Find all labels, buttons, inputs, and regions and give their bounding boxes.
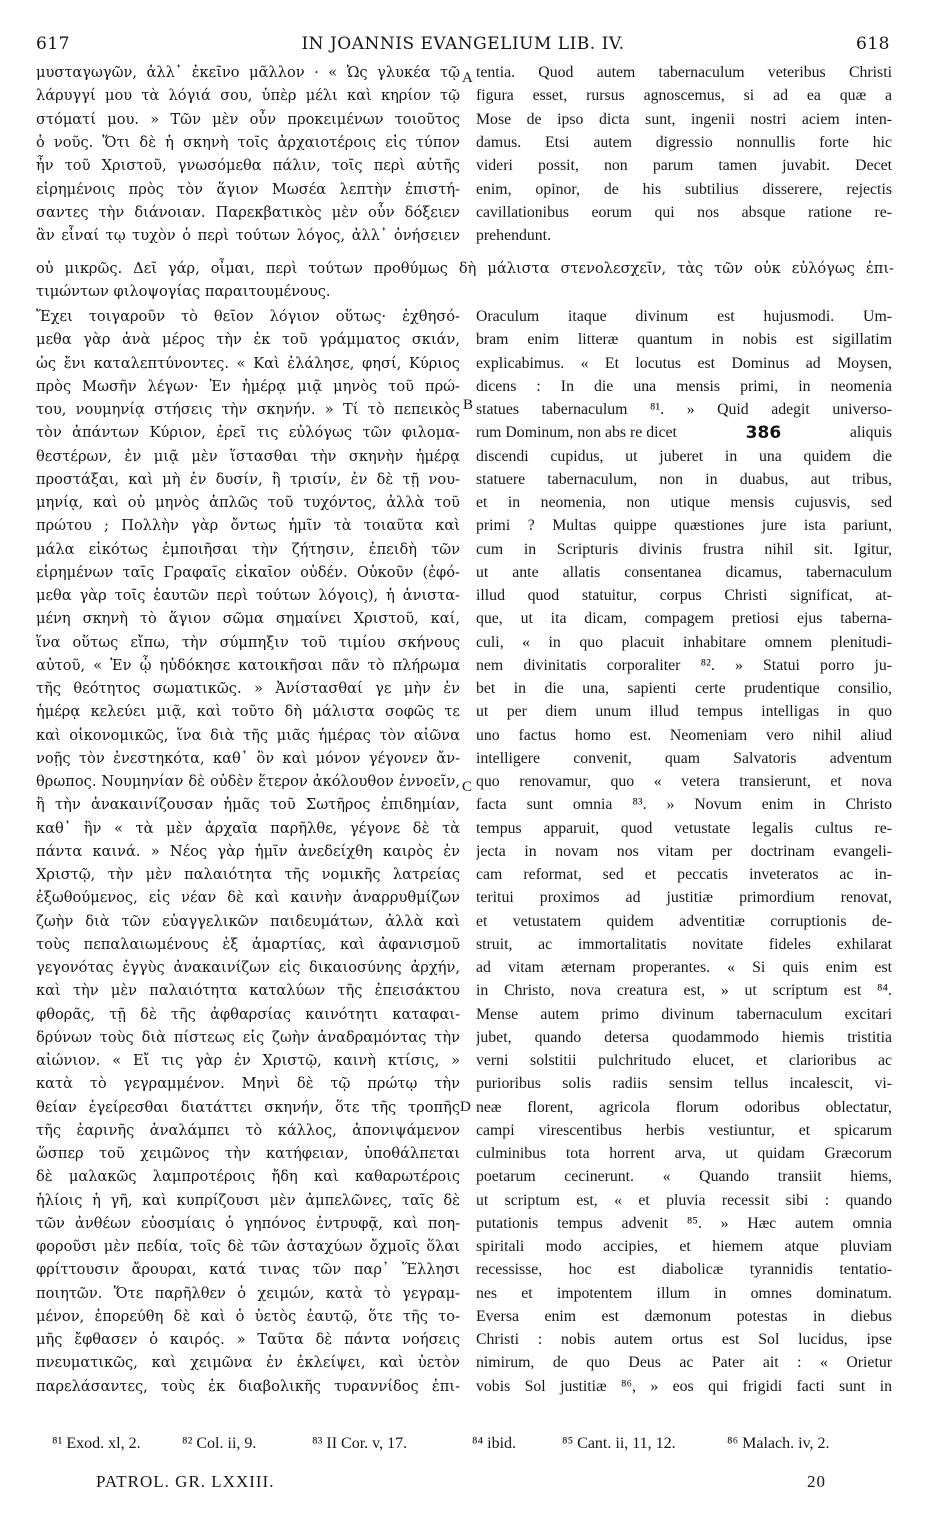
greek-main-line: τῆς θεότητος σωματικῶς. » Ἀνίστασθαί γε μὴν ἐν <box>36 680 460 697</box>
latin-main-line: jecta in novam nos vitam per doctrinam evangeli- <box>476 842 892 860</box>
latin-top-line: videri possit, non parum tamen juvabit. Decet <box>476 157 892 175</box>
running-header <box>36 34 890 60</box>
footnote: ⁸⁵ Cant. ii, 11, 12. <box>562 1435 676 1452</box>
latin-top-line: prehendunt. <box>476 227 552 245</box>
greek-top-line: σαντες τὴν διάνοιαν. Παρεκβατικὸς μὲν οὖν δόξειεν <box>36 203 460 221</box>
greek-main-line: τῆς ἐαρινῆς ἀναλάμπει τὸ κάλλος, ἀπονιψάμενον <box>36 1121 460 1139</box>
latin-main-line <box>476 422 892 444</box>
latin-top-line: tentia. Quod autem tabernaculum veteribus Christi <box>476 64 892 81</box>
greek-main-line: καὶ οἰκονομικῶς, ἵνα διὰ τῆς μιᾶς ἡμέρας τὸν αἰῶνα <box>36 726 460 744</box>
latin-main-line: discendi cupidus, ut juberet in una quidem die <box>476 447 892 465</box>
greek-main-line: θείαν ἐγείρεσθαι διατάττει σκηνήν, ὅτε τῆς τροπῆς <box>36 1098 460 1116</box>
greek-main-line: μάλα εἰκότως ἐμποιῆσαι τὴν ζήτησιν, ἐπειδὴ τῶν <box>36 540 460 558</box>
latin-main-line: quo renovamur, quo « vetera transierunt, et nova <box>476 773 892 790</box>
latin-main-line: nimirum, de quo Deus ac Pater ait : « Orietur <box>476 1354 892 1372</box>
greek-main-line: πνευματικῶς, καὶ χειμῶνα ἐν ἐκλείψει, καὶ ὑετὸν <box>36 1354 460 1372</box>
page-number-right: 618 <box>856 34 890 54</box>
greek-top-line: λάρυγγί μου τὰ λόγιά σου, ὑπὲρ μέλι καὶ κηρίον τῷ <box>36 87 460 105</box>
greek-main-line: δρύνων τοὺς διὰ πίστεως εἰς ζωὴν ἀναδραμόντας τὴν <box>36 1028 460 1046</box>
margin-letter-c: C <box>462 779 473 795</box>
greek-main-line: τὸν ἁπάντων Κύριον, ἐρεῖ τις εὐλόγως τῶν φιλομα- <box>36 424 460 442</box>
greek-main-line: ἢ τὴν ἀνακαινίζουσαν ἡμᾶς τοῦ Σωτῆρος ἐπιδημίαν, <box>36 796 460 814</box>
latin-top-line: figura esset, rursus agnoscemus, si ad ea quæ a <box>476 87 892 105</box>
latin-main-line: uno factus homo est. Neomeniam vero nihil aliud <box>476 726 892 744</box>
greek-main-line: κατὰ τὸ γεγραμμένον. Μηνὶ δὲ τῷ πρώτῳ τὴν <box>36 1075 460 1093</box>
latin-main-line: facta sunt omnia ⁸³. » Novum enim in Christo <box>476 796 892 814</box>
greek-main-line: μεθα γὰρ ἀνὰ μέρος τὴν ἐκ τοῦ γράμματος σκιάν, <box>36 331 460 349</box>
latin-main-line: statues tabernaculum ⁸¹. » Quid adegit universo- <box>476 401 892 418</box>
footnote: ⁸³ II Cor. v, 17. <box>312 1435 408 1452</box>
greek-main-line: τῶν ἀνθέων εὐοσμίαις ὁ γηπόνος ἐντρυφᾷ, καὶ ποη- <box>36 1214 460 1232</box>
latin-main-line: bet in die una, sapienti certe prudentique consilio, <box>476 680 892 697</box>
greek-main-line: μῆς ἔφθασεν ὁ καιρός. » Ταῦτα δὲ πάντα νοήσεις <box>36 1331 460 1348</box>
greek-main-line: μένον, ἐπορεύθη δὲ καὶ ὁ ὑετὸς ἑαυτῷ, ὅτε τῆς το- <box>36 1307 460 1325</box>
latin-main-line: Eversa enim est dæmonum potestas in diebus <box>476 1307 892 1325</box>
greek-main-line: γεγονότας ἐγγὺς ἀνακαινίζων εἰς δικαιοσύνης ἀρχήν, <box>36 959 460 976</box>
latin-main-line: Christi : nobis autem ortus est Sol lucidus, ipse <box>476 1331 892 1348</box>
latin-top-line: Mose de ipso dicta sunt, ingenii nostri aciem inten- <box>476 110 892 128</box>
greek-main-line: νοῇς τὸν ἐνεστηκότα, καθ᾽ ὃν καὶ μόνον γέγονεν ἄν- <box>36 749 460 767</box>
greek-main-line: ἐξωθούμενος, εἰς νέαν δὲ καὶ καινὴν ἀναρρυθμίζων <box>36 889 460 907</box>
greek-main-line: θεστέρων, ἐν μιᾷ μὲν ἵστασθαι τὴν σκηνὴν ἡμέρᾳ <box>36 447 460 465</box>
latin-main-line: culminibus tota horrent arva, ut quidam Græcorum <box>476 1145 892 1162</box>
latin-main-line: purioribus solis radiis sensim tellus incalescit, vi- <box>476 1075 892 1093</box>
greek-main-line: ἡλίοις ἡ γῆ, καὶ κυπρίζουσι μὲν ἀμπελῶνες, ταῖς δὲ <box>36 1191 460 1209</box>
latin-main-line: que, ut ita dicam, compagem pretiosi ejus taberna- <box>476 610 892 628</box>
latin-main-line: ut per diem unum illud tempus intelligas in quo <box>476 703 892 721</box>
latin-main-line: Oraculum itaque divinum est hujusmodi. Um- <box>476 308 892 325</box>
latin-text: aliquis <box>849 424 892 442</box>
latin-main-line: statuere tabernaculum, non in duabus, aut tribus, <box>476 470 892 488</box>
latin-text: rum Dominum, non abs re dicet <box>476 424 677 442</box>
greek-main-line: δὲ μαλακῶς λαμπροτέροις ἤδη καὶ καθαρωτέροις <box>36 1168 460 1186</box>
latin-top-line: enim, opinor, de his subtilius disserere, rejectis <box>476 180 892 198</box>
latin-main-line: explicabimus. « Et locutus est Dominus ad Moysen, <box>476 354 892 372</box>
latin-main-line: dicens : In die una mensis primi, in neomenia <box>476 377 892 395</box>
latin-main-line: cum in Scripturis divinis frustra nihil sit. Igitur, <box>476 540 892 558</box>
footnote: ⁸² Col. ii, 9. <box>182 1435 257 1452</box>
latin-main-line: bram enim litteræ quantum in nobis est sigillatim <box>476 331 892 349</box>
page-number-left: 617 <box>36 34 70 54</box>
footer-sheet-number: 20 <box>807 1472 826 1491</box>
footer-signature: PATROL. GR. LXXIII. <box>96 1472 275 1491</box>
latin-main-line: tempus apparuit, quod vetustate legalis cultus re- <box>476 819 892 837</box>
latin-main-line: spiritali modo accipies, et hiemem atque pluviam <box>476 1238 892 1255</box>
latin-main-line: campi virescentibus herbis vestiuntur, et spicarum <box>476 1121 892 1139</box>
greek-main-line: ἡμέρᾳ κελεύει μιᾷ, καὶ τοῦτο δὴ μάλιστα σοφῶς τε <box>36 703 460 721</box>
latin-main-line: nem divinitatis corporaliter ⁸². » Statui porro ju- <box>476 656 892 674</box>
footnote: ⁸⁶ Malach. iv, 2. <box>727 1435 830 1452</box>
greek-main-line: φρίττουσιν ἄρουραι, κατά τινας τῶν παρ᾽ Ἕλλησι <box>36 1261 460 1279</box>
latin-main-line: putationis tempus advenit ⁸⁵. » Hæc autem omnia <box>476 1214 892 1232</box>
greek-main-line: φοροῦσι μὲν πεδία, τοῖς δὲ τῶν ἀσταχύων ὄχμοῖς ὅλαι <box>36 1238 460 1255</box>
latin-main-line: nes et impotentem illum in omnes dominatum. <box>476 1284 892 1302</box>
latin-main-line: culi, « in quo placuit inhabitare omnem plenitudi- <box>476 633 892 651</box>
latin-main-line: neæ florent, agricola florum odoribus oblectatur, <box>476 1098 892 1116</box>
column-number: 386 <box>745 423 782 444</box>
latin-main-line: vobis Sol justitiæ ⁸⁶, » eos qui frigidi facti sunt in <box>476 1377 892 1395</box>
greek-top-line: εἰρημένοις πρὸς τὸν ἅγιον Μωσέα λεπτὴν ἐπιστή- <box>36 180 460 198</box>
latin-main-line: primi ? Multas quippe quæstiones jure ista pariunt, <box>476 517 892 535</box>
latin-top-line: damus. Etsi autem digressio nonnullis forte hic <box>476 133 892 151</box>
greek-top-line: ἦν τοῦ Χριστοῦ, γνωσόμεθα πάλιν, τοῖς περὶ αὐτῆς <box>36 157 460 175</box>
footnote: ⁸¹ Exod. xl, 2. <box>52 1435 141 1452</box>
greek-top-line: μυσταγωγῶν, ἀλλ᾽ ἐκεῖνο μᾶλλον · « Ὡς γλυκέα τῷ <box>36 64 460 81</box>
greek-main-line: Ἔχει τοιγαροῦν τὸ θεῖον λόγιον οὕτως· ἐχθησό- <box>36 308 460 325</box>
latin-main-line: poetarum cecinerunt. « Quando transiit hiems, <box>476 1168 892 1186</box>
greek-top-line: στόματί μου. » Τῶν μὲν οὖν προκειμένων τοιοῦτος <box>36 110 460 128</box>
greek-main-line: ζωὴν διὰ τῶν εὐαγγελικῶν παιδευμάτων, ἀλλὰ καὶ <box>36 912 460 930</box>
greek-wide-line: οὐ μικρῶς. Δεῖ γάρ, οἶμαι, περὶ τούτων προθύμως δὴ μάλιστα στενολεσχεῖν, τὰς τῶν οὐκ εὐλόγως ἐπι- <box>36 260 894 277</box>
latin-main-line: jubet, quando detersa quodammodo hiemis tristitia <box>476 1028 892 1046</box>
latin-main-line: Mense autem primo divinum tabernaculum excitari <box>476 1005 892 1023</box>
running-title: IN JOANNIS EVANGELIUM LIB. IV. <box>301 34 625 54</box>
latin-main-line: illud quod statuitur, corpus Christi significat, at- <box>476 587 892 604</box>
greek-main-line: ἵνα οὕτως εἴπω, τὴν σύμπηξιν τοῦ τιμίου σκήνους <box>36 633 460 651</box>
greek-main-line: μένη σκηνὴ τὸ ἅγιον σῶμα σημαίνει Χριστοῦ, καί, <box>36 610 460 628</box>
latin-top-line: cavillationibus eorum qui nos absque ratione re- <box>476 203 892 221</box>
greek-main-line: Χριστῷ, τὴν μὲν παλαιότητα τῆς νομικῆς λατρείας <box>36 866 460 883</box>
margin-letter-a: A <box>462 70 473 86</box>
latin-main-line: intelligere convenit, quam Salvatoris adventum <box>476 749 892 767</box>
greek-main-line: θρωπος. Νουμηνίαν δὲ οὐδὲν ἕτερον ἀκόλουθον ἐννοεῖν, <box>36 773 460 790</box>
greek-wide-line: τιμώντων φιλοψογίας παραιτουμένους. <box>36 283 331 301</box>
latin-main-line: teritui proximos ad justitiæ primordium renovat, <box>476 889 892 907</box>
greek-main-line: ὥσπερ τοῦ χειμῶνος τὴν κατήφειαν, ὑποθάλπεται <box>36 1145 460 1162</box>
greek-main-line: καθ᾽ ἣν « τὰ μὲν ἀρχαῖα παρῆλθε, γέγονε δὲ τὰ <box>36 819 460 837</box>
latin-main-line: et in neomenia, non utique mensis cujusvis, sed <box>476 494 892 511</box>
margin-letter-b: B <box>463 397 474 413</box>
greek-main-line: εἰρημένων ταῖς Γραφαῖς εἰκαῖον οὐδέν. Οὐκοῦν (ἐφό- <box>36 563 460 581</box>
latin-main-line: in Christo, nova creatura est, » ut scriptum est ⁸⁴. <box>476 982 892 1000</box>
greek-main-line: μηνίᾳ, καὶ οὐ μηνὸς ἁπλῶς τοῦ τυχόντος, ἀλλὰ τοῦ <box>36 494 460 511</box>
greek-main-line: πρώτου ; Πολλὴν γὰρ ὄντως ἡμῖν τὰ τοιαῦτα καὶ <box>36 517 460 535</box>
greek-main-line: αἰώνιον. « Εἴ τις γὰρ ἐν Χριστῷ, καινὴ κτίσις, » <box>36 1052 460 1069</box>
footnote: ⁸⁴ ibid. <box>472 1435 517 1452</box>
greek-main-line: παρελάσαντες, τοὺς ἐκ διαβολικῆς τυραννίδος ἐπι- <box>36 1377 460 1395</box>
latin-main-line: verni solstitii pulchritudo elucet, et clarioribus ac <box>476 1052 892 1069</box>
latin-main-line: ad vitam æternam properantes. « Si quis enim est <box>476 959 892 976</box>
greek-main-line: μεθα γὰρ τοῖς ἑαυτῶν περὶ τούτων λόγοις), ἡ ἀνιστα- <box>36 587 460 604</box>
greek-main-line: καὶ τὴν μὲν παλαιότητα καταλύων τῆς ἐπεισάκτου <box>36 982 460 1000</box>
latin-main-line: recessisse, hoc est diabolicæ tyrannidis tentatio- <box>476 1261 892 1279</box>
latin-main-line: ut scriptum est, « et pluvia recessit sibi : quando <box>476 1191 892 1209</box>
latin-main-line: cam reformat, sed et peccatis inveteratos ac in- <box>476 866 892 883</box>
greek-main-line: πρὸς Μωσῆν λέγων· Ἐν ἡμέρᾳ μιᾷ μηνὸς τοῦ πρώ- <box>36 377 460 395</box>
greek-main-line: φθορᾶς, τῇ δὲ τῆς ἀφθαρσίας καινότητι καταφαι- <box>36 1005 460 1023</box>
latin-main-line: struit, ac immortalitatis novitate fideles exhilarat <box>476 935 892 953</box>
margin-letter-d: D <box>460 1099 471 1115</box>
latin-main-line: et vetustatem quidem adventitiæ corruptionis de- <box>476 912 892 930</box>
greek-top-line: ἂν εἶναί τῳ τυχὸν ὁ περὶ τούτων λόγος, ἀλλ᾽ ὀνήσειεν <box>36 227 460 245</box>
greek-main-line: αὐτοῦ, « Ἐν ᾧ ηὐδόκησε κατοικῆσαι πᾶν τὸ πλήρωμα <box>36 656 460 674</box>
greek-top-line: ὁ νοῦς. Ὅτι δὲ ἡ σκηνὴ τοῖς ἀρχαιοτέροις εἰς τύπον <box>36 133 460 151</box>
greek-main-line: τοὺς πεπαλαιωμένους ἐξ ἁμαρτίας, καὶ ἀφανισμοῦ <box>36 935 460 953</box>
greek-main-line: του, νουμηνίᾳ στήσεις τὴν σκηνήν. » Τί τὸ πεπεικὸς <box>36 401 460 418</box>
greek-main-line: προστάξαι, καὶ μὴ ἐν δυσίν, ἢ τρισίν, ἐν δὲ τῇ νου- <box>36 470 460 488</box>
page-footer <box>96 1472 856 1498</box>
greek-main-line: ὡς ἔνι καταλεπτύνοντες. « Καὶ ἐλάλησε, φησί, Κύριος <box>36 354 460 372</box>
greek-main-line: ποιητῶν. Ὅτε παρῆλθεν ὁ χειμών, κατὰ τὸ γεγραμ- <box>36 1284 460 1302</box>
greek-main-line: πάντα καινά. » Νέος γὰρ ἡμῖν ἀνεδείχθη καιρὸς ἐν <box>36 842 460 860</box>
footnotes <box>52 1435 882 1461</box>
latin-main-line: ut ante allatis consentanea dicamus, tabernaculum <box>476 563 892 581</box>
